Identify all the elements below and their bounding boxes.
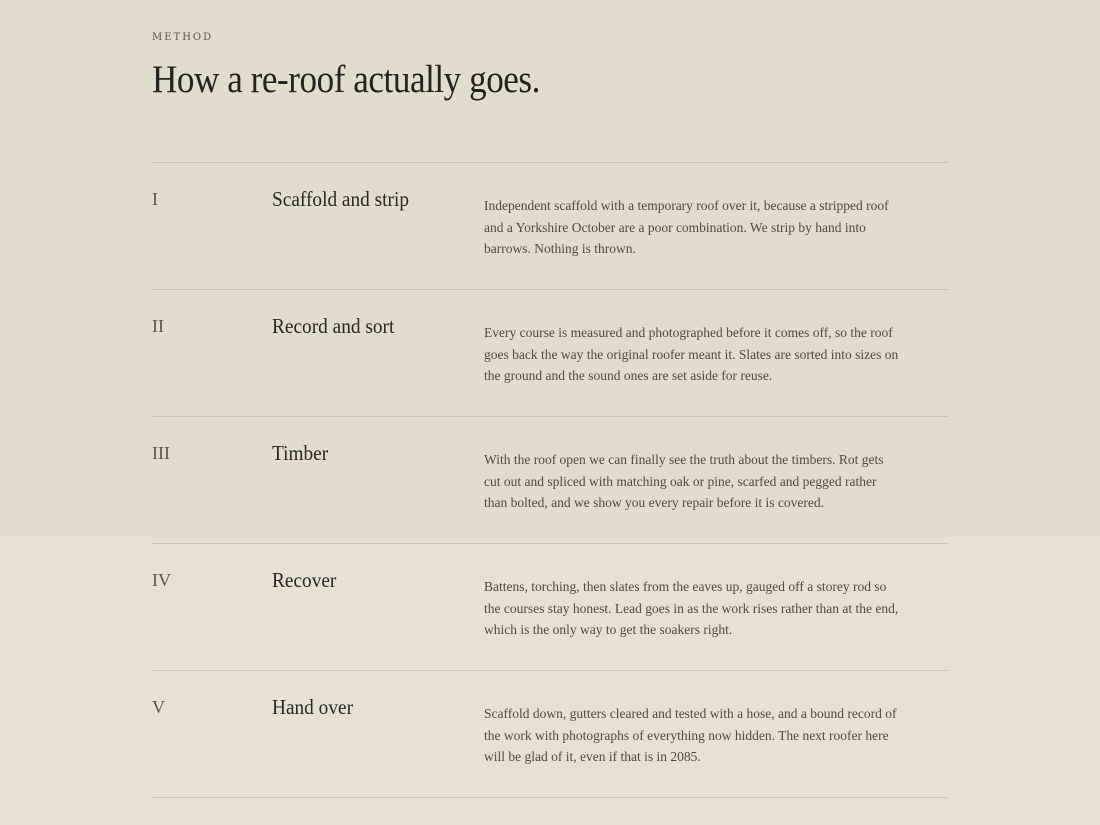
step-description: With the roof open we can finally see the truth about the timbers. Rot gets cut out and spliced with matching oak or pine, scarfed and pegged rather than bolted, and we show you every repair before it is covered. — [484, 452, 884, 511]
step-title: Scaffold and strip — [272, 187, 410, 211]
step-row — [152, 290, 948, 417]
step-numeral: III — [152, 443, 170, 463]
step-row — [152, 671, 948, 798]
step-row — [152, 417, 948, 544]
step-description: Independent scaffold with a temporary roof over it, because a stripped roof and a Yorkshire October are a poor combination. We strip by hand into barrows. Nothing is thrown. — [484, 198, 889, 257]
step-title: Recover — [272, 568, 337, 592]
step-numeral: II — [152, 316, 164, 336]
step-numeral: IV — [152, 570, 171, 590]
step-title: Hand over — [272, 695, 354, 719]
step-numeral: V — [152, 697, 165, 717]
step-title: Timber — [272, 441, 329, 465]
step-description: Scaffold down, gutters cleared and tested with a hose, and a bound record of the work with photographs of everything now hidden. The next roofer here will be glad of it, even if that is in 2085. — [484, 706, 897, 765]
step-row — [152, 544, 948, 671]
step-title: Record and sort — [272, 314, 395, 338]
step-description: Battens, torching, then slates from the eaves up, gauged off a storey rod so the courses stay honest. Lead goes in as the work rises rather than at the end, which is the only way to get the soakers right. — [484, 579, 899, 638]
page-title: How a re-roof actually goes. — [152, 58, 540, 101]
steps-list — [152, 162, 948, 798]
section-eyebrow: METHOD — [152, 32, 214, 43]
step-row — [152, 163, 948, 290]
step-description: Every course is measured and photographed before it comes off, so the roof goes back the way the original roofer meant it. Slates are sorted into sizes on the ground and the sound ones are set aside for reuse. — [484, 325, 899, 384]
step-numeral: I — [152, 189, 158, 209]
